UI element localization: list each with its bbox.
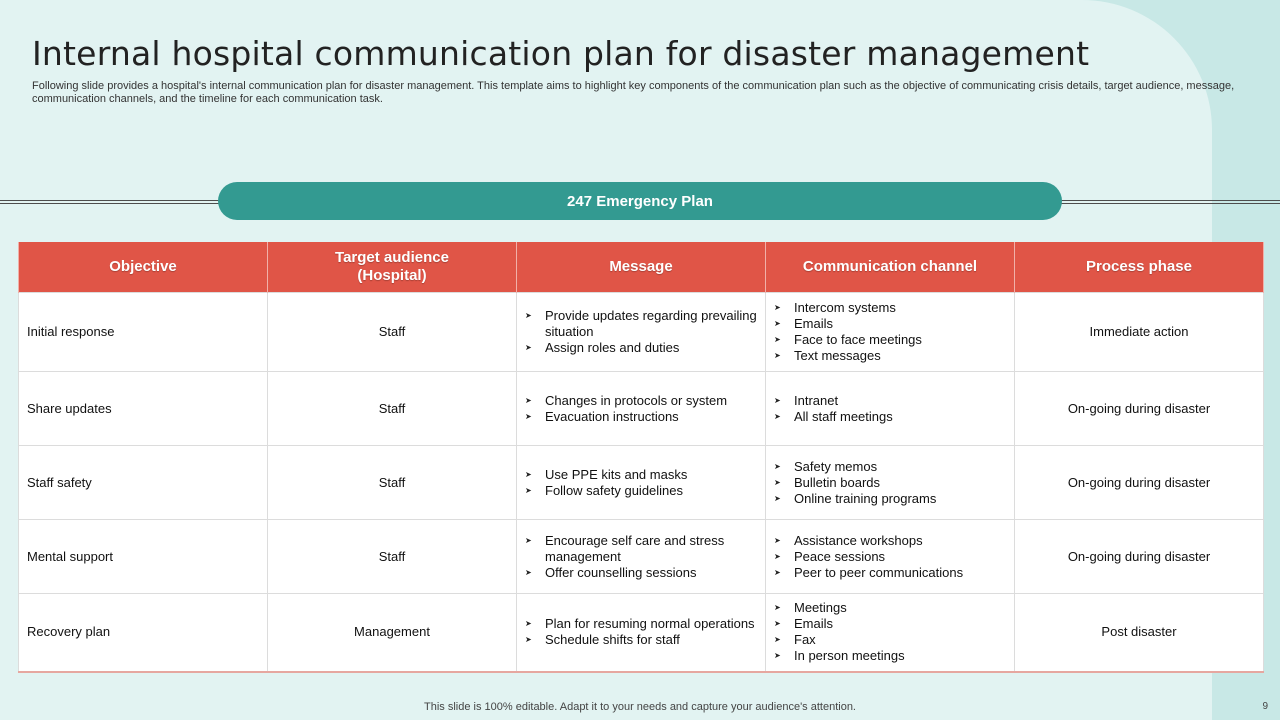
cell-message bbox=[517, 293, 766, 372]
cell-channel bbox=[766, 446, 1015, 520]
table-row bbox=[19, 293, 1264, 372]
cell-objective: Staff safety bbox=[19, 446, 268, 520]
channel-item: ➤ Fax bbox=[794, 632, 1006, 648]
channel-item: ➤ Face to face meetings bbox=[794, 332, 1006, 348]
cell-channel bbox=[766, 372, 1015, 446]
message-item: ➤ Changes in protocols or system bbox=[545, 393, 757, 409]
channel-item: ➤ Meetings bbox=[794, 600, 1006, 616]
channel-item: ➤ Peer to peer communications bbox=[794, 565, 1006, 581]
channel-item: ➤ Online training programs bbox=[794, 491, 1006, 507]
table-row bbox=[19, 520, 1264, 594]
channel-item: ➤ Emails bbox=[794, 316, 1006, 332]
header-process-phase: Process phase bbox=[1015, 242, 1264, 293]
message-item: ➤ Schedule shifts for staff bbox=[545, 632, 757, 648]
page-title: Internal hospital communication plan for disaster management bbox=[32, 34, 1090, 73]
cell-phase: Post disaster bbox=[1015, 594, 1264, 672]
cell-audience: Staff bbox=[268, 293, 517, 372]
cell-message bbox=[517, 594, 766, 672]
cell-phase: On-going during disaster bbox=[1015, 372, 1264, 446]
channel-item: ➤ Assistance workshops bbox=[794, 533, 1006, 549]
cell-channel bbox=[766, 594, 1015, 672]
message-list bbox=[525, 616, 757, 648]
header-objective: Objective bbox=[19, 242, 268, 293]
channel-item: ➤ Safety memos bbox=[794, 459, 1006, 475]
footer-note: This slide is 100% editable. Adapt it to your needs and capture your audience's attention. bbox=[424, 701, 856, 713]
table-header-row bbox=[19, 242, 1264, 293]
cell-message bbox=[517, 520, 766, 594]
cell-channel bbox=[766, 293, 1015, 372]
channel-list bbox=[774, 459, 1006, 507]
plan-title-banner bbox=[218, 182, 1062, 220]
cell-message bbox=[517, 372, 766, 446]
cell-objective: Recovery plan bbox=[19, 594, 268, 672]
header-message: Message bbox=[517, 242, 766, 293]
message-list bbox=[525, 393, 757, 425]
cell-phase: Immediate action bbox=[1015, 293, 1264, 372]
message-item: ➤ Offer counselling sessions bbox=[545, 565, 757, 581]
message-list bbox=[525, 467, 757, 499]
message-item: ➤ Plan for resuming normal operations bbox=[545, 616, 757, 632]
channel-list bbox=[774, 393, 1006, 425]
message-item: ➤ Assign roles and duties bbox=[545, 340, 757, 356]
channel-list bbox=[774, 533, 1006, 581]
message-item: ➤ Evacuation instructions bbox=[545, 409, 757, 425]
cell-audience: Staff bbox=[268, 520, 517, 594]
header-audience-line1: Target audience bbox=[335, 249, 449, 266]
table-row bbox=[19, 594, 1264, 672]
page-subtitle: Following slide provides a hospital's internal communication plan for disaster management. This template aims to highlight key components of the communication plan such as the objective of communicating crisis details, target audience, message, communication channels, and the timeline for each communication task. bbox=[32, 80, 1235, 105]
cell-objective: Initial response bbox=[19, 293, 268, 372]
channel-item: ➤ Text messages bbox=[794, 348, 1006, 364]
message-item: ➤ Follow safety guidelines bbox=[545, 483, 757, 499]
plan-title: 247 Emergency Plan bbox=[567, 192, 713, 210]
message-item: ➤ Provide updates regarding prevailing situation bbox=[545, 308, 757, 340]
cell-phase: On-going during disaster bbox=[1015, 520, 1264, 594]
channel-item: ➤ Intercom systems bbox=[794, 300, 1006, 316]
communication-plan-table bbox=[18, 242, 1264, 673]
cell-audience: Staff bbox=[268, 372, 517, 446]
cell-objective: Share updates bbox=[19, 372, 268, 446]
cell-message bbox=[517, 446, 766, 520]
message-list bbox=[525, 308, 757, 356]
table-row bbox=[19, 446, 1264, 520]
header-communication-channel: Communication channel bbox=[766, 242, 1015, 293]
channel-item: ➤ In person meetings bbox=[794, 648, 1006, 664]
channel-list bbox=[774, 300, 1006, 364]
channel-item: ➤ All staff meetings bbox=[794, 409, 1006, 425]
header-target-audience bbox=[268, 242, 517, 293]
cell-audience: Staff bbox=[268, 446, 517, 520]
message-item: ➤ Encourage self care and stress management bbox=[545, 533, 757, 565]
cell-phase: On-going during disaster bbox=[1015, 446, 1264, 520]
cell-objective: Mental support bbox=[19, 520, 268, 594]
page-number: 9 bbox=[1262, 701, 1268, 712]
cell-audience: Management bbox=[268, 594, 517, 672]
message-item: ➤ Use PPE kits and masks bbox=[545, 467, 757, 483]
channel-item: ➤ Intranet bbox=[794, 393, 1006, 409]
channel-item: ➤ Peace sessions bbox=[794, 549, 1006, 565]
cell-channel bbox=[766, 520, 1015, 594]
header-audience-line2: (Hospital) bbox=[357, 267, 427, 284]
channel-item: ➤ Emails bbox=[794, 616, 1006, 632]
message-list bbox=[525, 533, 757, 581]
channel-list bbox=[774, 600, 1006, 664]
channel-item: ➤ Bulletin boards bbox=[794, 475, 1006, 491]
table-row bbox=[19, 372, 1264, 446]
